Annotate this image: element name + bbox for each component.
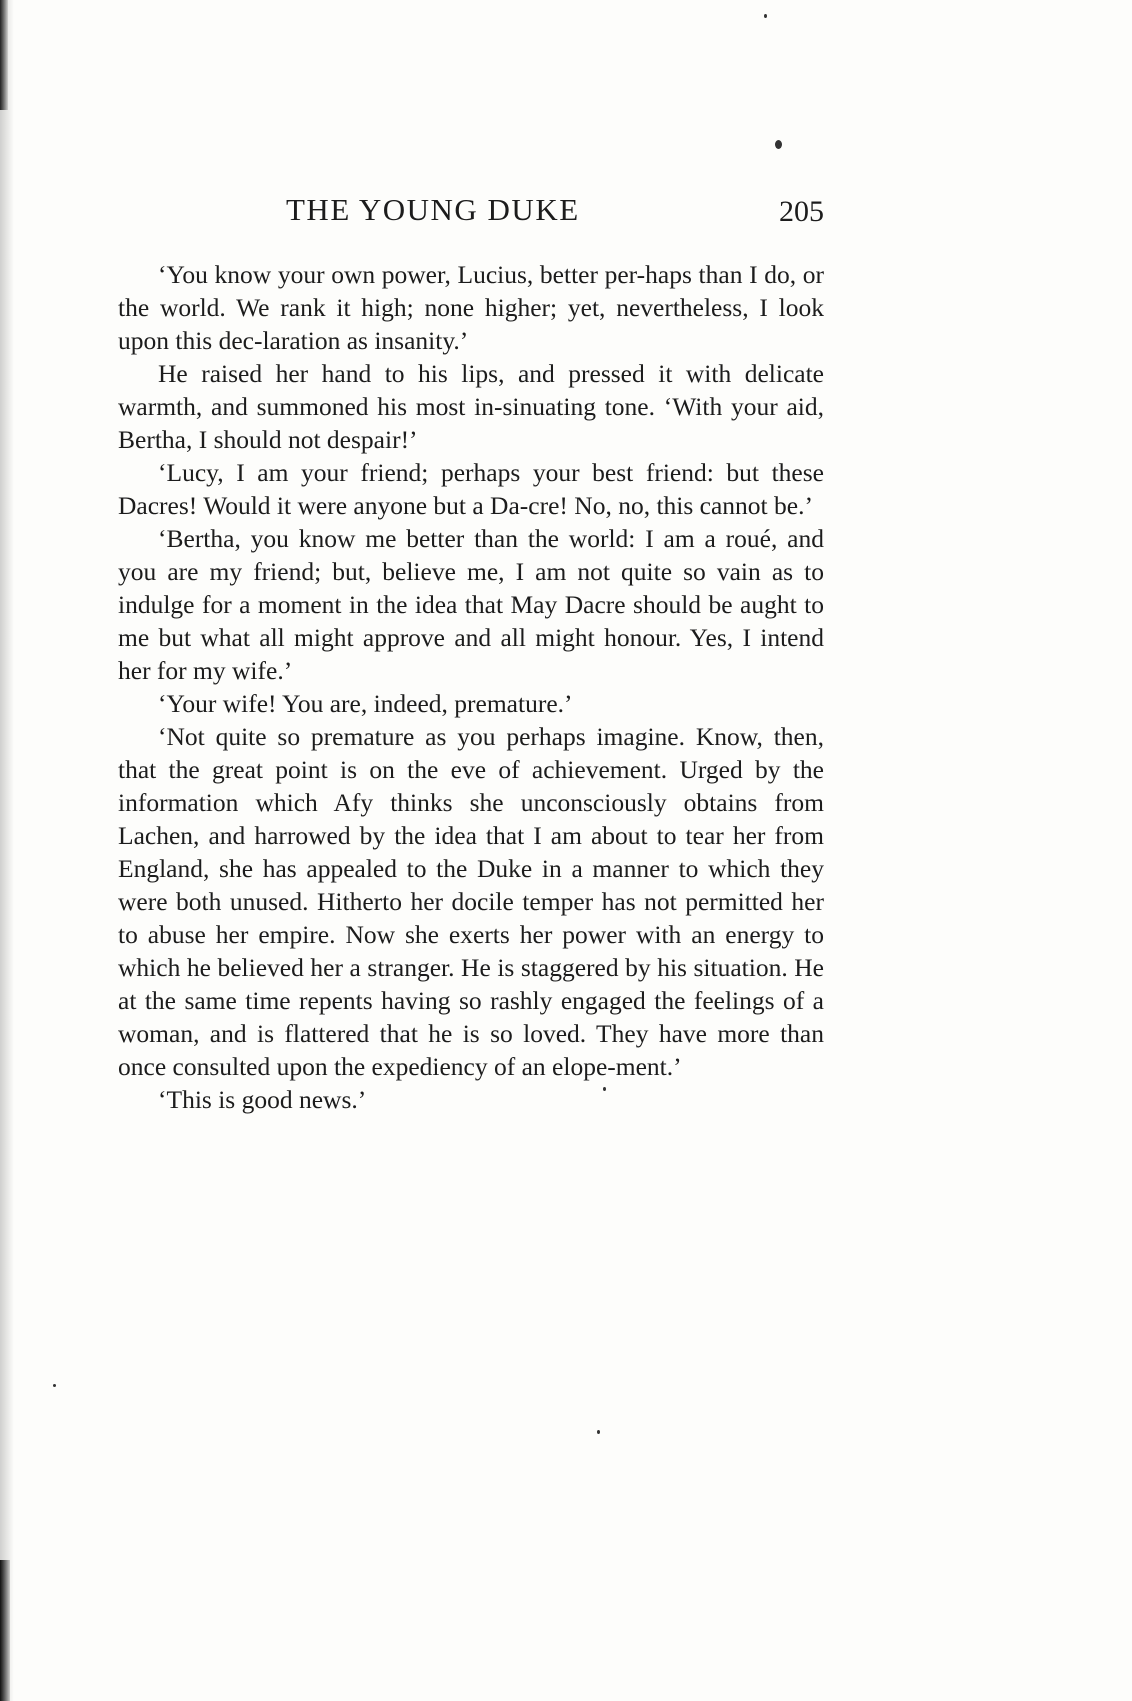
paragraph: He raised her hand to his lips, and pressed it with delicate warmth, and summoned his most in-sinuating tone. ‘With your aid, Bertha, I should not despair!’ — [118, 359, 824, 454]
page-header — [118, 190, 824, 234]
binding-mark-bottom — [0, 1560, 10, 1701]
body-text — [118, 258, 824, 1116]
ink-speck — [764, 14, 767, 18]
running-title: THE YOUNG DUKE — [286, 192, 580, 227]
paragraph: ‘Lucy, I am your friend; perhaps your best friend: but these Dacres! Would it were anyone but a Da-cre! No, no, this cannot be.’ — [118, 458, 824, 520]
ink-speck — [597, 1430, 600, 1434]
binding-mark-top — [0, 0, 8, 110]
page-number: 205 — [779, 195, 824, 228]
paragraph: ‘Your wife! You are, indeed, premature.’ — [158, 689, 573, 718]
paragraph: ‘You know your own power, Lucius, better per-haps than I do, or the world. We rank it high; none higher; yet, nevertheless, I look upon this dec-laration as insanity.’ — [118, 260, 824, 355]
ink-speck — [53, 1384, 56, 1387]
paragraph: ‘Not quite so premature as you perhaps imagine. Know, then, that the great point is on the eve of achievement. Urged by the information which Afy thinks she unconsciously obtains from Lachen, and harrowed by the idea that I am about to tear her from England, she has appealed to the Duke in a manner to which they were both unused. Hitherto her docile temper has not permitted her to abuse her empire. Now she exerts her power with an energy to which he believed her a stranger. He is staggered by his situation. He at the same time repents having so rashly engaged the feelings of a woman, and is flattered that he is so loved. They have more than once consulted upon the expediency of an elope-ment.’ — [118, 722, 824, 1081]
ink-speck — [775, 140, 782, 149]
paragraph: ‘Bertha, you know me better than the world: I am a roué, and you are my friend; but, believe me, I am not quite so vain as to indulge for a moment in the idea that May Dacre should be aught to me but what all might approve and all might honour. Yes, I intend her for my wife.’ — [118, 524, 824, 685]
paragraph: ‘This is good news.’ — [158, 1085, 367, 1114]
binding-shadow — [0, 0, 14, 1701]
